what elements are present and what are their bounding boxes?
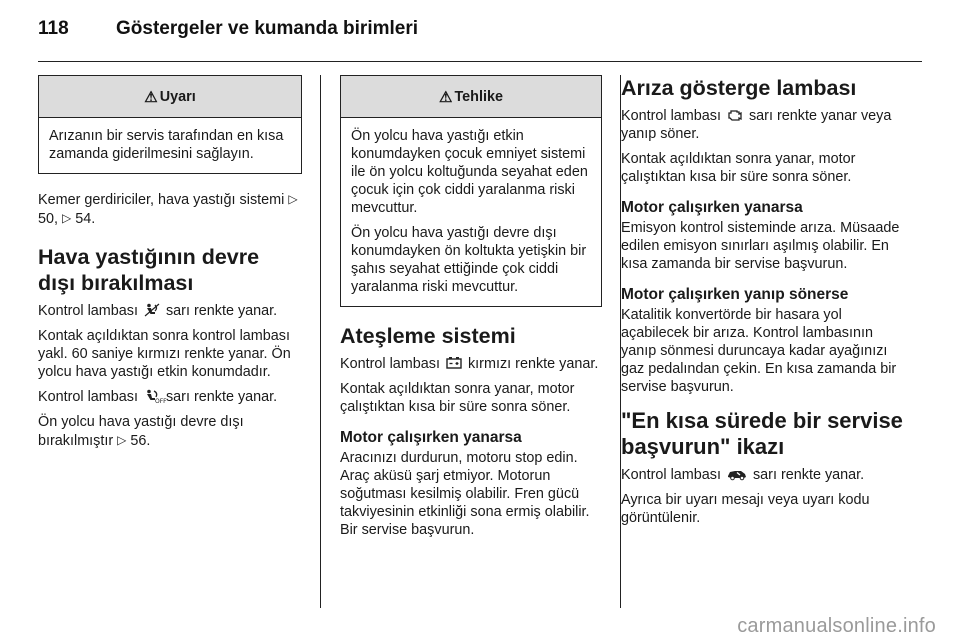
- page-ref-icon: ▷: [62, 211, 72, 225]
- section-heading-ignition: Ateşleme sistemi: [340, 324, 516, 348]
- ignition-para-3: Aracınızı durdurun, motoru stop edin. Araç aküsü şarj etmiyor. Motorun soğutması kesilmiş olabilir. Fren gücü takviyesinin etkinliği sona ermiş olabilir. Bir servise başvurun.: [340, 450, 590, 538]
- danger-box-text-1: Ön yolcu hava yastığı etkin konumdayken çocuk emniyet sistemi ile ön yolcu koltuğunda seyahat eden çocuk için çok ciddi yaralanma riski mevcuttur.: [351, 128, 588, 216]
- page-ref-link[interactable]: 56.: [130, 433, 151, 449]
- warning-box-title: Uyarı: [159, 88, 196, 105]
- watermark: carmanualsonline.info: [737, 615, 936, 637]
- danger-box-title: Tehlike: [454, 88, 503, 105]
- column-divider-1: [320, 75, 321, 608]
- engine-icon: [727, 108, 743, 122]
- mil-para-4: Katalitik konvertörde bir hasara yol açabilecek bir arıza. Kontrol lambasının yanıp sönmesi duruncaya kadar ayağınızı gaz pedalından çekin. En kısa zamanda bir servise başvurun.: [621, 307, 897, 395]
- subheading-flashing: Motor çalışırken yanıp sönerse: [621, 286, 849, 303]
- mil-para-1: Kontrol lambası sarı renkte yanar veya yanıp söner.: [621, 108, 892, 142]
- svg-text:OFF: OFF: [154, 398, 167, 405]
- danger-box: [340, 75, 602, 307]
- ignition-para-1: Kontrol lambası kırmızı renkte yanar.: [340, 356, 599, 372]
- airbag-para-4: Ön yolcu hava yastığı devre dışı bırakılmıştır ▷ 56.: [38, 414, 244, 449]
- page-number: 118: [38, 18, 69, 39]
- battery-icon: [446, 356, 462, 370]
- danger-box-header: [341, 76, 601, 118]
- page-ref-icon: ▷: [288, 192, 298, 206]
- warning-box-header: [39, 76, 301, 118]
- service-para-1: Kontrol lambası sarı renkte yanar.: [621, 467, 865, 483]
- section-heading-mil: Arıza gösterge lambası: [621, 76, 857, 100]
- column-2: [340, 75, 602, 546]
- airbag-para-3: Kontrol lambası OFF sarı renkte yanar.: [38, 389, 278, 405]
- subheading-running: Motor çalışırken yanarsa: [340, 429, 522, 446]
- column-3: [621, 75, 905, 534]
- warning-triangle-icon: ⚠: [144, 88, 158, 106]
- airbag-off-icon: [144, 303, 160, 317]
- mil-para-3: Emisyon kontrol sisteminde arıza. Müsaade edilen emisyon sınırları aşılmış olabilir. En kısa zamanda bir servise başvurun.: [621, 220, 900, 272]
- column-1: [38, 75, 302, 457]
- airbag-para-2: Kontak açıldıktan sonra kontrol lambası yakl. 60 saniye kırmızı renkte yanar. Ön yolcu hava yastığı etkin konumdadır.: [38, 328, 291, 380]
- page-ref-link[interactable]: 54.: [75, 211, 96, 227]
- belt-tensioners-text: Kemer gerdiriciler, hava yastığı sistemi ▷ 50, ▷ 54.: [38, 192, 298, 227]
- warning-triangle-icon: ⚠: [439, 88, 453, 106]
- page-header: [38, 18, 418, 40]
- subheading-lit: Motor çalışırken yanarsa: [621, 199, 803, 216]
- ignition-para-2: Kontak açıldıktan sonra yanar, motor çalıştıktan kısa bir süre sonra söner.: [340, 381, 575, 415]
- header-rule: [38, 61, 922, 62]
- page-ref-icon: ▷: [117, 433, 127, 447]
- airbag-para-1: Kontrol lambası sarı renkte yanar.: [38, 303, 278, 319]
- section-heading-airbag: Hava yastığının devre dışı bırakılması: [38, 245, 260, 295]
- mil-para-2: Kontak açıldıktan sonra yanar, motor çalıştıktan kısa bir süre sonra söner.: [621, 151, 856, 185]
- warning-box: [38, 75, 302, 174]
- page-title: Göstergeler ve kumanda birimleri: [116, 18, 419, 39]
- service-para-2: Ayrıca bir uyarı mesajı veya uyarı kodu görüntülenir.: [621, 492, 870, 526]
- danger-box-text-2: Ön yolcu hava yastığı devre dışı konumdayken ön koltukta yetişkin bir şahıs seyahat ettiğinde çok ciddi yaralanma riski mevcuttur.: [351, 225, 587, 295]
- car-wrench-icon: [727, 467, 747, 481]
- warning-box-text: Arızanın bir servis tarafından en kısa zamanda giderilmesini sağlayın.: [49, 128, 284, 162]
- section-heading-service: "En kısa sürede bir servise başvurun" ikazı: [621, 408, 903, 459]
- airbag-off-passenger-icon: [144, 389, 167, 405]
- page-ref-link[interactable]: 50,: [38, 211, 59, 227]
